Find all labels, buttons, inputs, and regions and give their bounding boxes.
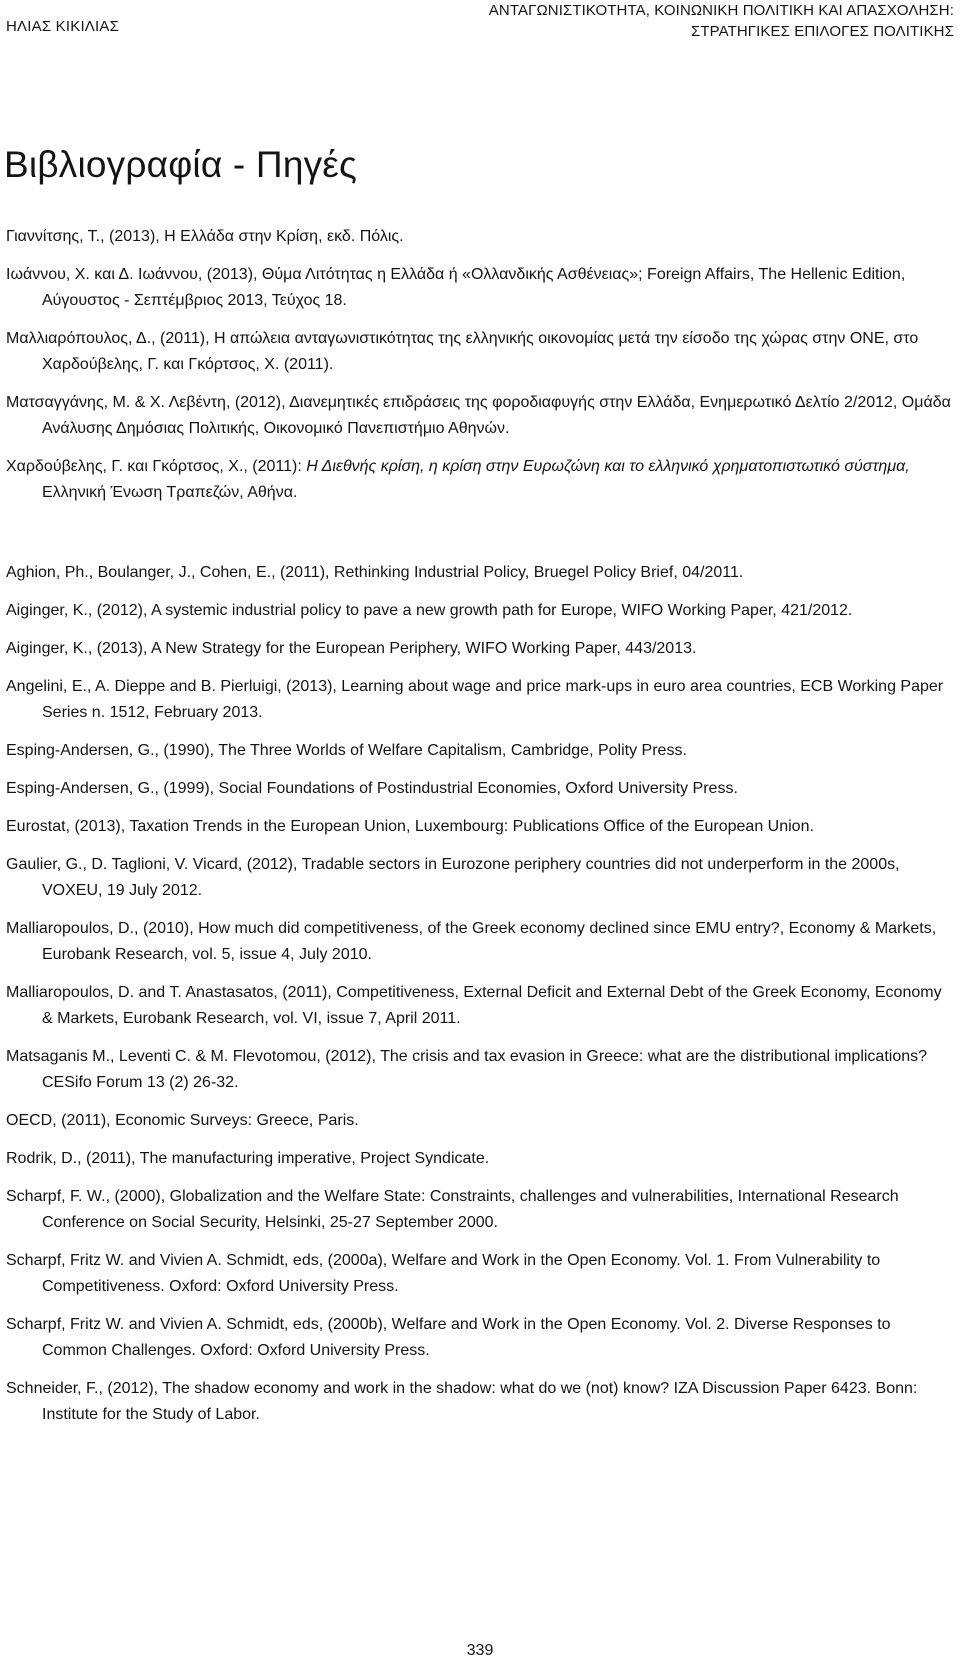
reference-item: Μαλλιαρόπουλος, Δ., (2011), Η απώλεια ανταγωνιστικότητας της ελληνικής οικονομίας μετά την είσοδο της χώρας στην ΟΝΕ, στο Χαρδούβελης, Γ. και Γκόρτσος, Χ. (2011). (6, 330, 919, 373)
reference-item: Matsaganis M., Leventi C. & M. Flevotomou, (2012), The crisis and tax evasion in Greece: what are the distributional implications? CESifo Forum 13 (2) 26-32. (6, 1048, 928, 1091)
reference-item: Aghion, Ph., Boulanger, J., Cohen, E., (2011), Rethinking Industrial Policy, Bruegel Policy Brief, 04/2011. (6, 564, 744, 581)
reference-item: Aiginger, K., (2013), A New Strategy for the European Periphery, WIFO Working Paper, 443/2013. (6, 640, 697, 657)
reference-item: Malliaropoulos, D., (2010), How much did competitiveness, of the Greek economy declined since EMU entry?, Economy & Markets, Eurobank Research, vol. 5, issue 4, July 2010. (6, 920, 937, 963)
reference-item: Scharpf, Fritz W. and Vivien A. Schmidt, eds, (2000b), Welfare and Work in the Open Economy. Vol. 2. Diverse Responses to Common Challenges. Oxford: Oxford University Press. (6, 1316, 891, 1359)
reference-item: Gaulier, G., D. Taglioni, V. Vicard, (2012), Tradable sectors in Eurozone periphery countries did not underperform in the 2000s, VOXEU, 19 July 2012. (6, 856, 900, 899)
reference-item: Esping-Andersen, G., (1999), Social Foundations of Postindustrial Economies, Oxford University Press. (6, 780, 738, 797)
reference-italic-title: Η Διεθνής κρίση, η κρίση στην Ευρωζώνη και το ελληνικό χρηματοπιστωτικό σύστημα, (306, 458, 910, 475)
reference-item: Rodrik, D., (2011), The manufacturing imperative, Project Syndicate. (6, 1150, 490, 1167)
page-number: 339 (466, 1642, 494, 1659)
reference-item: Scharpf, F. W., (2000), Globalization and the Welfare State: Constraints, challenges and vulnerabilities, International Research Conference on Social Security, Helsinki, 25-27 September 2000. (6, 1188, 899, 1231)
section-title: Βιβλιογραφία - Πηγές (4, 144, 358, 185)
header-title-line-2: ΣΤΡΑΤΗΓΙΚΕΣ ΕΠΙΛΟΓΕΣ ΠΟΛΙΤΙΚΗΣ (690, 23, 954, 40)
reference-item: Scharpf, Fritz W. and Vivien A. Schmidt, eds, (2000a), Welfare and Work in the Open Economy. Vol. 1. From Vulnerability to Competitiveness. Oxford: Oxford University Press. (6, 1252, 881, 1295)
reference-item: Γιαννίτσης, Τ., (2013), Η Ελλάδα στην Κρίση, εκδ. Πόλις. (6, 228, 404, 245)
reference-item: Angelini, E., A. Dieppe and B. Pierluigi, (2013), Learning about wage and price mark-ups in euro area countries, ECB Working Paper Series n. 1512, February 2013. (6, 678, 944, 721)
reference-item: Malliaropoulos, D. and T. Anastasatos, (2011), Competitiveness, External Deficit and External Debt of the Greek Economy, Economy & Markets, Eurobank Research, vol. VI, issue 7, April 2011. (6, 984, 942, 1027)
reference-item-hardouvelis (6, 454, 956, 506)
reference-item: Aiginger, K., (2012), A systemic industrial policy to pave a new growth path for Europe, WIFO Working Paper, 421/2012. (6, 602, 853, 619)
reference-list (6, 224, 956, 1440)
reference-item: Esping-Andersen, G., (1990), The Three Worlds of Welfare Capitalism, Cambridge, Polity Press. (6, 742, 687, 759)
header-title (489, 0, 954, 42)
reference-item: Eurostat, (2013), Taxation Trends in the European Union, Luxembourg: Publications Office of the European Union. (6, 818, 814, 835)
reference-text: Χαρδούβελης, Γ. και Γκόρτσος, Χ., (2011): (6, 458, 307, 475)
header-author: ΗΛΙΑΣ ΚΙΚΙΛΙΑΣ (6, 18, 120, 35)
reference-item: Ματσαγγάνης, Μ. & Χ. Λεβέντη, (2012), Διανεμητικές επιδράσεις της φοροδιαφυγής στην Ελλάδα, Ενημερωτικό Δελτίο 2/2012, Ομάδα Ανάλυσης Δημόσιας Πολιτικής, Οικονομικό Πανεπιστήμιο Αθηνών. (6, 394, 951, 437)
reference-item: OECD, (2011), Economic Surveys: Greece, Paris. (6, 1112, 359, 1129)
reference-item: Ιωάννου, Χ. και Δ. Ιωάννου, (2013), Θύμα Λιτότητας η Ελλάδα ή «Ολλανδικής Ασθένειας»; Foreign Affairs, The Hellenic Edition, Αύγουστος - Σεπτέμβριος 2013, Τεύχος 18. (6, 266, 906, 309)
header-title-line-1: ΑΝΤΑΓΩΝΙΣΤΙΚΟΤΗΤΑ, ΚΟΙΝΩΝΙΚΗ ΠΟΛΙΤΙΚΗ ΚΑΙ ΑΠΑΣΧΟΛΗΣΗ: (488, 2, 954, 19)
reference-text: Ελληνική Ένωση Τραπεζών, Αθήνα. (42, 484, 298, 501)
reference-item: Schneider, F., (2012), The shadow economy and work in the shadow: what do we (not) know? IZA Discussion Paper 6423. Bonn: Institute for the Study of Labor. (6, 1380, 918, 1423)
